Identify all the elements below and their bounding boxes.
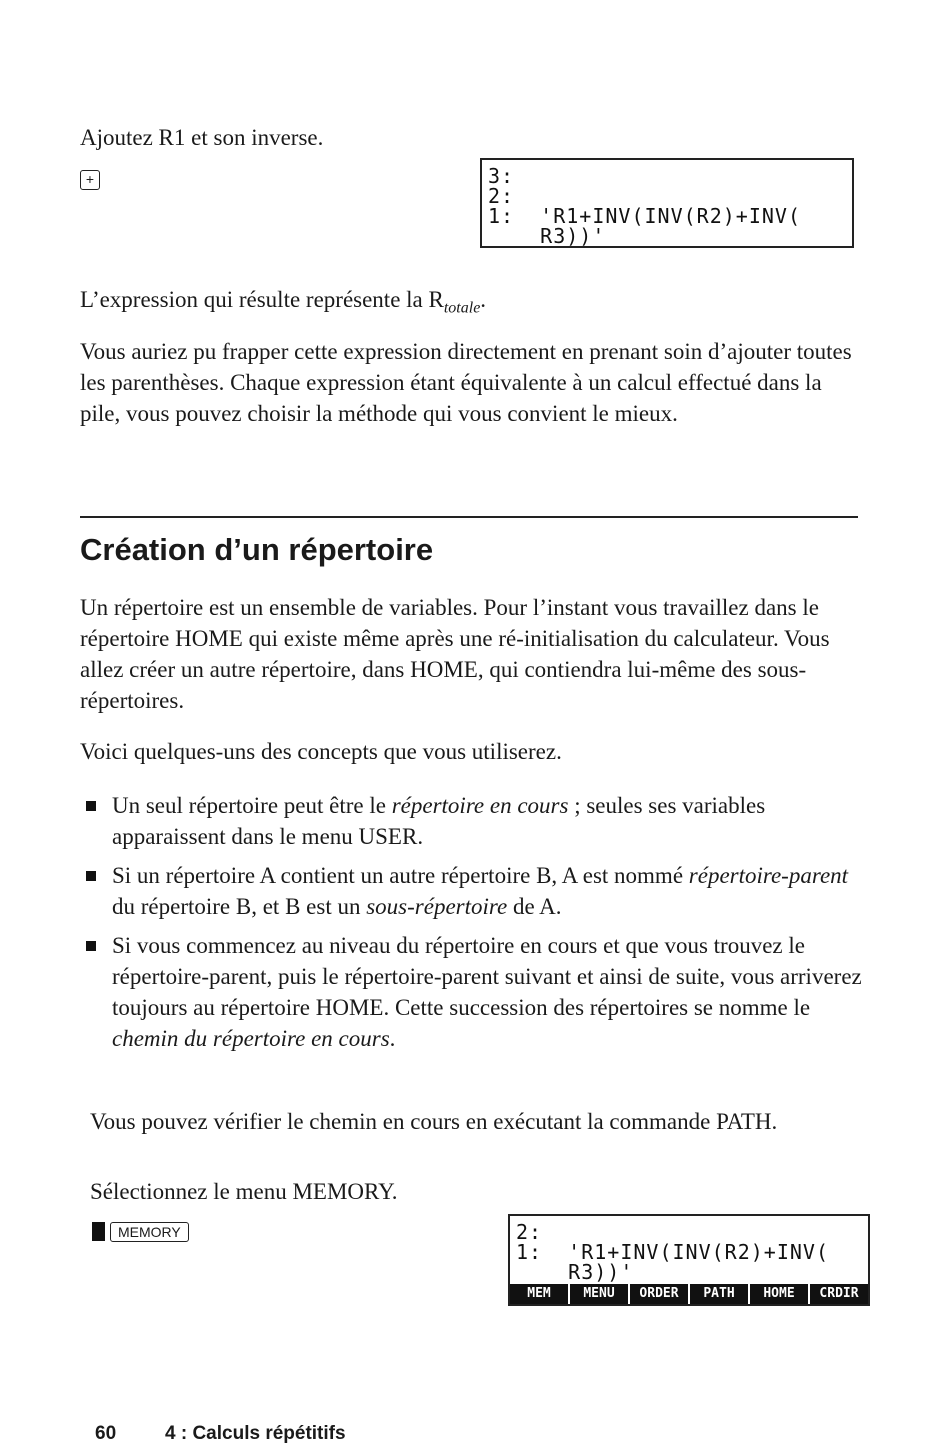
- list-item: Si un répertoire A contient un autre répertoire B, A est nommé répertoire-parent du répertoire B, et B est un sous-répertoire de A.: [82, 860, 864, 922]
- para-memory: Sélectionnez le menu MEMORY.: [90, 1179, 398, 1204]
- menu-key-menu: MENU: [570, 1284, 628, 1304]
- menu-key-order: ORDER: [630, 1284, 688, 1304]
- para-directory: Un répertoire est un ensemble de variables. Pour l’instant vous travaillez dans le répertoire HOME qui existe même après une ré-initialisation du calculateur. Vous allez créer un autre répertoire, dans HOME, qui contiendra lui-même des sous-répertoires.: [80, 595, 830, 713]
- menu-key-crdir: CRDIR: [810, 1284, 868, 1304]
- expr-note-suffix: .: [480, 287, 487, 312]
- stack-line-1: 1: 'R1+INV(INV(R2)+INV(: [488, 204, 801, 228]
- stack-line-1-cont: R3))': [488, 224, 606, 248]
- section-divider: [80, 516, 858, 518]
- section-title: Création d’un répertoire: [80, 532, 434, 567]
- menu-key-home: HOME: [750, 1284, 808, 1304]
- stack-line-1-cont: R3))': [516, 1260, 634, 1284]
- para-direct: Vous auriez pu frapper cette expression directement en prenant soin d’ajouter toutes les parenthèses. Chaque expression étant équivalente à un calcul effectué dans la pile, vous pouvez choisir la méthode qui vous convient le mieux.: [80, 339, 852, 426]
- shift-key-icon: [92, 1222, 105, 1241]
- stack-display-1: [480, 158, 854, 248]
- stack-line-2: 2:: [488, 184, 515, 208]
- memory-key: MEMORY: [110, 1222, 189, 1242]
- plus-key: +: [80, 170, 100, 190]
- menu-key-mem: MEM: [510, 1284, 568, 1304]
- para-path: Vous pouvez vérifier le chemin en cours en exécutant la commande PATH.: [90, 1109, 778, 1134]
- concept-list: [82, 790, 864, 1062]
- menu-key-path: PATH: [690, 1284, 748, 1304]
- para-concepts: Voici quelques-uns des concepts que vous utiliserez.: [80, 739, 562, 764]
- menu-key-bar: [510, 1284, 868, 1304]
- expr-note-subscript: totale: [443, 299, 481, 317]
- chapter-title: 4 : Calculs répétitifs: [165, 1423, 346, 1444]
- expr-note-text: L’expression qui résulte représente la R: [80, 287, 444, 312]
- bullet-icon: [86, 801, 96, 811]
- intro-line: Ajoutez R1 et son inverse.: [80, 125, 324, 150]
- page-number: 60: [95, 1423, 117, 1444]
- stack-line-1: 1: 'R1+INV(INV(R2)+INV(: [516, 1240, 829, 1264]
- stack-display-2: [508, 1214, 870, 1306]
- bullet-icon: [86, 941, 96, 951]
- expr-note: [80, 284, 486, 324]
- bullet-icon: [86, 871, 96, 881]
- stack-line-2: 2:: [516, 1220, 543, 1244]
- list-item: Si vous commencez au niveau du répertoire en cours et que vous trouvez le répertoire-parent, puis le répertoire-parent suivant et ainsi de suite, vous arriverez toujours au répertoire HOME. Cette succession des répertoires se nomme le chemin du répertoire en cours.: [82, 930, 864, 1054]
- stack-line-3: 3:: [488, 164, 515, 188]
- list-item: Un seul répertoire peut être le répertoire en cours ; seules ses variables apparaissent dans le menu USER.: [82, 790, 864, 852]
